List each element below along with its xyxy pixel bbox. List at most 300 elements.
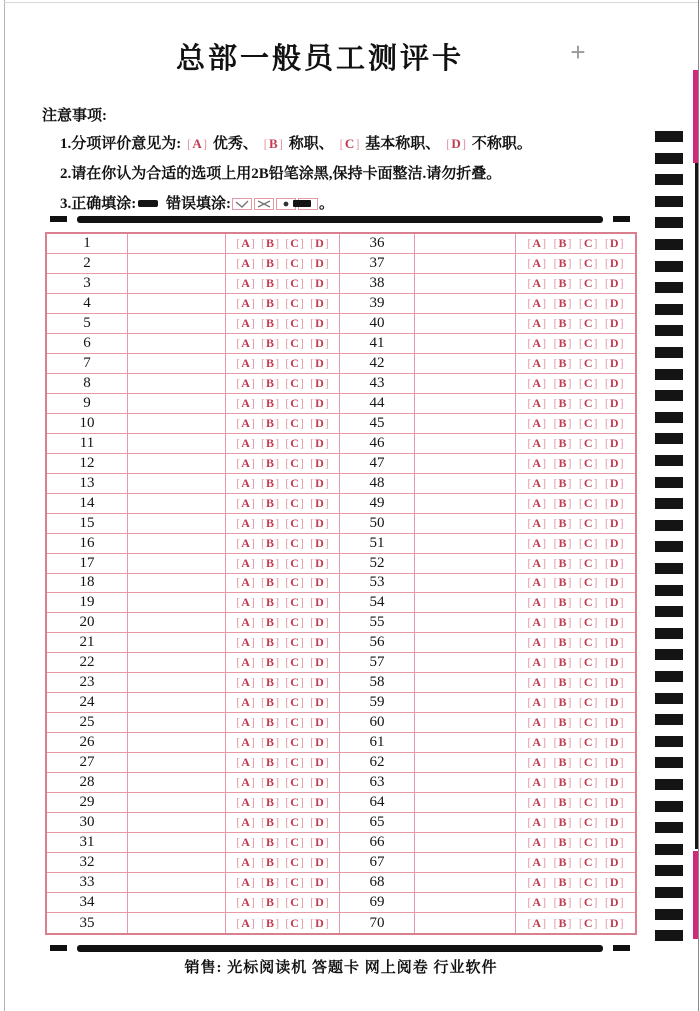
answer-bubble-56-d[interactable]: [ D ] — [605, 635, 624, 650]
answer-bubble-25-c[interactable]: [ C ] — [285, 715, 304, 730]
answer-bubble-41-d[interactable]: [ D ] — [605, 336, 624, 351]
answer-bubble-9-c[interactable]: [ C ] — [285, 396, 304, 411]
answer-bubble-48-a[interactable]: [ A ] — [527, 476, 546, 491]
answer-bubble-25-d[interactable]: [ D ] — [310, 715, 329, 730]
answer-bubble-5-a[interactable]: [ A ] — [236, 316, 255, 331]
answer-bubble-66-c[interactable]: [ C ] — [579, 835, 598, 850]
answer-bubble-56-c[interactable]: [ C ] — [579, 635, 598, 650]
answer-bubble-25-b[interactable]: [ B ] — [261, 715, 279, 730]
answer-bubble-18-a[interactable]: [ A ] — [236, 575, 255, 590]
answer-bubble-40-b[interactable]: [ B ] — [553, 316, 571, 331]
answer-bubble-12-c[interactable]: [ C ] — [285, 456, 304, 471]
answer-bubble-70-a[interactable]: [ A ] — [527, 916, 546, 931]
answer-bubble-18-d[interactable]: [ D ] — [310, 575, 329, 590]
answer-bubble-28-b[interactable]: [ B ] — [261, 775, 279, 790]
answer-bubble-45-d[interactable]: [ D ] — [605, 416, 624, 431]
answer-bubble-50-b[interactable]: [ B ] — [553, 516, 571, 531]
answer-bubble-9-b[interactable]: [ B ] — [261, 396, 279, 411]
answer-bubble-26-b[interactable]: [ B ] — [261, 735, 279, 750]
question-number — [340, 653, 415, 672]
answer-bubble-16-a[interactable]: [ A ] — [236, 536, 255, 551]
answer-bubble-25-a[interactable]: [ A ] — [236, 715, 255, 730]
answer-bubble-30-a[interactable]: [ A ] — [236, 815, 255, 830]
answer-bubble-34-c[interactable]: [ C ] — [285, 895, 304, 910]
question-number — [47, 733, 128, 752]
answer-bubble-26-a[interactable]: [ A ] — [236, 735, 255, 750]
answer-bubble-69-a[interactable]: [ A ] — [527, 895, 546, 910]
answer-bubble-63-d[interactable]: [ D ] — [605, 775, 624, 790]
answer-bubble-69-c[interactable]: [ C ] — [579, 895, 598, 910]
question-number-label: 63 — [369, 774, 385, 791]
answer-bubble-14-a[interactable]: [ A ] — [236, 496, 255, 511]
answer-bubble-8-b[interactable]: [ B ] — [261, 376, 279, 391]
answer-bubble-52-c[interactable]: [ C ] — [579, 556, 598, 571]
answer-bubble-29-a[interactable]: [ A ] — [236, 795, 255, 810]
answer-bubble-36-c[interactable]: [ C ] — [579, 236, 598, 251]
answer-bubble-22-a[interactable]: [ A ] — [236, 655, 255, 670]
answer-bubble-8-c[interactable]: [ C ] — [285, 376, 304, 391]
answer-bubble-4-d[interactable]: [ D ] — [310, 296, 329, 311]
answer-bubble-41-c[interactable]: [ C ] — [579, 336, 598, 351]
answer-bubble-56-b[interactable]: [ B ] — [553, 635, 571, 650]
answer-bubble-55-d[interactable]: [ D ] — [605, 615, 624, 630]
answer-bubble-61-c[interactable]: [ C ] — [579, 735, 598, 750]
answer-bubble-58-c[interactable]: [ C ] — [579, 675, 598, 690]
answer-bubble-20-d[interactable]: [ D ] — [310, 615, 329, 630]
answer-bubble-9-a[interactable]: [ A ] — [236, 396, 255, 411]
answer-bubble-19-b[interactable]: [ B ] — [261, 595, 279, 610]
answer-bubble-51-d[interactable]: [ D ] — [605, 536, 624, 551]
answer-bubble-53-b[interactable]: [ B ] — [553, 575, 571, 590]
answer-bubble-50-a[interactable]: [ A ] — [527, 516, 546, 531]
answer-bubble-38-b[interactable]: [ B ] — [553, 276, 571, 291]
answer-bubble-68-d[interactable]: [ D ] — [605, 875, 624, 890]
answer-bubble-39-d[interactable]: [ D ] — [605, 296, 624, 311]
answer-bubble-9-d[interactable]: [ D ] — [310, 396, 329, 411]
options-group — [516, 575, 635, 590]
answer-bubble-6-d[interactable]: [ D ] — [310, 336, 329, 351]
answer-bubble-43-c[interactable]: [ C ] — [579, 376, 598, 391]
question-number — [47, 234, 128, 253]
answer-bubble-31-d[interactable]: [ D ] — [310, 835, 329, 850]
options-group — [226, 775, 339, 790]
answer-bubble-41-b[interactable]: [ B ] — [553, 336, 571, 351]
answer-bubble-45-a[interactable]: [ A ] — [527, 416, 546, 431]
answer-bubble-3-a[interactable]: [ A ] — [236, 276, 255, 291]
answer-bubble-50-d[interactable]: [ D ] — [605, 516, 624, 531]
answer-bubble-39-b[interactable]: [ B ] — [553, 296, 571, 311]
blank-cell — [128, 234, 226, 253]
answer-bubble-67-b[interactable]: [ B ] — [553, 855, 571, 870]
answer-bubble-62-b[interactable]: [ B ] — [553, 755, 571, 770]
answer-bubble-37-a[interactable]: [ A ] — [527, 256, 546, 271]
answer-bubble-49-b[interactable]: [ B ] — [553, 496, 571, 511]
answer-bubble-46-c[interactable]: [ C ] — [579, 436, 598, 451]
answer-bubble-14-d[interactable]: [ D ] — [310, 496, 329, 511]
options-cell — [226, 554, 340, 573]
answer-bubble-20-c[interactable]: [ C ] — [285, 615, 304, 630]
answer-bubble-13-d[interactable]: [ D ] — [310, 476, 329, 491]
question-number-label: 37 — [369, 254, 385, 271]
answer-bubble-47-c[interactable]: [ C ] — [579, 456, 598, 471]
answer-bubble-17-d[interactable]: [ D ] — [310, 556, 329, 571]
options-cell — [226, 474, 340, 493]
answer-bubble-53-d[interactable]: [ D ] — [605, 575, 624, 590]
answer-bubble-52-b[interactable]: [ B ] — [553, 556, 571, 571]
answer-bubble-21-c[interactable]: [ C ] — [285, 635, 304, 650]
answer-bubble-15-b[interactable]: [ B ] — [261, 516, 279, 531]
options-cell — [226, 574, 340, 593]
answer-bubble-48-c[interactable]: [ C ] — [579, 476, 598, 491]
answer-bubble-35-a[interactable]: [ A ] — [236, 916, 255, 931]
answer-bubble-63-a[interactable]: [ A ] — [527, 775, 546, 790]
options-group — [516, 875, 635, 890]
answer-bubble-3-d[interactable]: [ D ] — [310, 276, 329, 291]
answer-bubble-4-c[interactable]: [ C ] — [285, 296, 304, 311]
answer-bubble-15-a[interactable]: [ A ] — [236, 516, 255, 531]
answer-bubble-26-d[interactable]: [ D ] — [310, 735, 329, 750]
answer-bubble-20-b[interactable]: [ B ] — [261, 615, 279, 630]
answer-bubble-44-d[interactable]: [ D ] — [605, 396, 624, 411]
answer-bubble-51-c[interactable]: [ C ] — [579, 536, 598, 551]
answer-bubble-10-d[interactable]: [ D ] — [310, 416, 329, 431]
answer-bubble-55-b[interactable]: [ B ] — [553, 615, 571, 630]
answer-bubble-14-b[interactable]: [ B ] — [261, 496, 279, 511]
options-cell — [226, 773, 340, 792]
answer-bubble-19-d[interactable]: [ D ] — [310, 595, 329, 610]
answer-bubble-42-a[interactable]: [ A ] — [527, 356, 546, 371]
blank-cell — [128, 753, 226, 772]
answer-bubble-65-b[interactable]: [ B ] — [553, 815, 571, 830]
answer-bubble-4-b[interactable]: [ B ] — [261, 296, 279, 311]
answer-bubble-24-a[interactable]: [ A ] — [236, 695, 255, 710]
answer-bubble-55-c[interactable]: [ C ] — [579, 615, 598, 630]
answer-bubble-65-d[interactable]: [ D ] — [605, 815, 624, 830]
answer-bubble-7-b[interactable]: [ B ] — [261, 356, 279, 371]
answer-bubble-16-d[interactable]: [ D ] — [310, 536, 329, 551]
answer-bubble-52-d[interactable]: [ D ] — [605, 556, 624, 571]
answer-bubble-69-b[interactable]: [ B ] — [553, 895, 571, 910]
answer-bubble-69-d[interactable]: [ D ] — [605, 895, 624, 910]
answer-bubble-68-c[interactable]: [ C ] — [579, 875, 598, 890]
answer-bubble-19-a[interactable]: [ A ] — [236, 595, 255, 610]
answer-bubble-62-c[interactable]: [ C ] — [579, 755, 598, 770]
answer-bubble-64-a[interactable]: [ A ] — [527, 795, 546, 810]
answer-bubble-64-d[interactable]: [ D ] — [605, 795, 624, 810]
answer-bubble-16-c[interactable]: [ C ] — [285, 536, 304, 551]
answer-bubble-33-a[interactable]: [ A ] — [236, 875, 255, 890]
answer-bubble-68-a[interactable]: [ A ] — [527, 875, 546, 890]
table-row — [47, 534, 635, 554]
answer-bubble-30-c[interactable]: [ C ] — [285, 815, 304, 830]
answer-bubble-26-c[interactable]: [ C ] — [285, 735, 304, 750]
answer-bubble-17-b[interactable]: [ B ] — [261, 556, 279, 571]
answer-bubble-8-d[interactable]: [ D ] — [310, 376, 329, 391]
answer-bubble-43-b[interactable]: [ B ] — [553, 376, 571, 391]
answer-bubble-21-d[interactable]: [ D ] — [310, 635, 329, 650]
answer-bubble-47-a[interactable]: [ A ] — [527, 456, 546, 471]
answer-bubble-29-b[interactable]: [ B ] — [261, 795, 279, 810]
answer-bubble-18-b[interactable]: [ B ] — [261, 575, 279, 590]
answer-bubble-12-d[interactable]: [ D ] — [310, 456, 329, 471]
answer-bubble-29-c[interactable]: [ C ] — [285, 795, 304, 810]
answer-bubble-27-c[interactable]: [ C ] — [285, 755, 304, 770]
answer-bubble-5-d[interactable]: [ D ] — [310, 316, 329, 331]
answer-bubble-57-b[interactable]: [ B ] — [553, 655, 571, 670]
answer-bubble-53-a[interactable]: [ A ] — [527, 575, 546, 590]
answer-bubble-32-c[interactable]: [ C ] — [285, 855, 304, 870]
answer-bubble-30-d[interactable]: [ D ] — [310, 815, 329, 830]
answer-bubble-7-d[interactable]: [ D ] — [310, 356, 329, 371]
answer-bubble-2-c[interactable]: [ C ] — [285, 256, 304, 271]
answer-bubble-36-b[interactable]: [ B ] — [553, 236, 571, 251]
answer-bubble-3-b[interactable]: [ B ] — [261, 276, 279, 291]
answer-bubble-23-a[interactable]: [ A ] — [236, 675, 255, 690]
answer-bubble-66-d[interactable]: [ D ] — [605, 835, 624, 850]
answer-bubble-20-a[interactable]: [ A ] — [236, 615, 255, 630]
answer-bubble-38-c[interactable]: [ C ] — [579, 276, 598, 291]
answer-bubble-60-d[interactable]: [ D ] — [605, 715, 624, 730]
answer-bubble-36-d[interactable]: [ D ] — [605, 236, 624, 251]
answer-bubble-31-a[interactable]: [ A ] — [236, 835, 255, 850]
table-row — [47, 474, 635, 494]
answer-bubble-31-c[interactable]: [ C ] — [285, 835, 304, 850]
answer-bubble-32-b[interactable]: [ B ] — [261, 855, 279, 870]
answer-bubble-36-a[interactable]: [ A ] — [527, 236, 546, 251]
answer-bubble-13-a[interactable]: [ A ] — [236, 476, 255, 491]
answer-bubble-46-d[interactable]: [ D ] — [605, 436, 624, 451]
answer-bubble-59-d[interactable]: [ D ] — [605, 695, 624, 710]
answer-bubble-35-d[interactable]: [ D ] — [310, 916, 329, 931]
question-number — [340, 254, 415, 273]
answer-bubble-13-c[interactable]: [ C ] — [285, 476, 304, 491]
answer-bubble-30-b[interactable]: [ B ] — [261, 815, 279, 830]
answer-bubble-54-c[interactable]: [ C ] — [579, 595, 598, 610]
answer-bubble-15-d[interactable]: [ D ] — [310, 516, 329, 531]
answer-bubble-54-d[interactable]: [ D ] — [605, 595, 624, 610]
answer-bubble-10-b[interactable]: [ B ] — [261, 416, 279, 431]
answer-bubble-35-c[interactable]: [ C ] — [285, 916, 304, 931]
answer-bubble-28-a[interactable]: [ A ] — [236, 775, 255, 790]
answer-bubble-42-c[interactable]: [ C ] — [579, 356, 598, 371]
answer-bubble-64-b[interactable]: [ B ] — [553, 795, 571, 810]
answer-bubble-23-c[interactable]: [ C ] — [285, 675, 304, 690]
answer-bubble-58-a[interactable]: [ A ] — [527, 675, 546, 690]
answer-bubble-41-a[interactable]: [ A ] — [527, 336, 546, 351]
answer-bubble-11-c[interactable]: [ C ] — [285, 436, 304, 451]
answer-bubble-13-b[interactable]: [ B ] — [261, 476, 279, 491]
answer-bubble-3-c[interactable]: [ C ] — [285, 276, 304, 291]
answer-bubble-57-c[interactable]: [ C ] — [579, 655, 598, 670]
answer-bubble-63-c[interactable]: [ C ] — [579, 775, 598, 790]
answer-bubble-51-a[interactable]: [ A ] — [527, 536, 546, 551]
answer-bubble-39-a[interactable]: [ A ] — [527, 296, 546, 311]
answer-bubble-17-a[interactable]: [ A ] — [236, 556, 255, 571]
answer-bubble-21-a[interactable]: [ A ] — [236, 635, 255, 650]
answer-bubble-8-a[interactable]: [ A ] — [236, 376, 255, 391]
answer-bubble-24-c[interactable]: [ C ] — [285, 695, 304, 710]
answer-bubble-2-d[interactable]: [ D ] — [310, 256, 329, 271]
answer-bubble-32-d[interactable]: [ D ] — [310, 855, 329, 870]
answer-bubble-62-a[interactable]: [ A ] — [527, 755, 546, 770]
answer-bubble-6-a[interactable]: [ A ] — [236, 336, 255, 351]
answer-bubble-23-d[interactable]: [ D ] — [310, 675, 329, 690]
answer-bubble-58-b[interactable]: [ B ] — [553, 675, 571, 690]
answer-bubble-24-d[interactable]: [ D ] — [310, 695, 329, 710]
answer-bubble-56-a[interactable]: [ A ] — [527, 635, 546, 650]
answer-bubble-59-a[interactable]: [ A ] — [527, 695, 546, 710]
answer-bubble-59-b[interactable]: [ B ] — [553, 695, 571, 710]
answer-bubble-33-d[interactable]: [ D ] — [310, 875, 329, 890]
answer-bubble-22-c[interactable]: [ C ] — [285, 655, 304, 670]
answer-bubble-67-c[interactable]: [ C ] — [579, 855, 598, 870]
answer-bubble-10-c[interactable]: [ C ] — [285, 416, 304, 431]
note-item-3 — [60, 192, 642, 213]
answer-bubble-24-b[interactable]: [ B ] — [261, 695, 279, 710]
answer-bubble-46-a[interactable]: [ A ] — [527, 436, 546, 451]
answer-bubble-18-c[interactable]: [ C ] — [285, 575, 304, 590]
answer-bubble-43-d[interactable]: [ D ] — [605, 376, 624, 391]
answer-bubble-66-b[interactable]: [ B ] — [553, 835, 571, 850]
answer-bubble-57-d[interactable]: [ D ] — [605, 655, 624, 670]
answer-bubble-12-a[interactable]: [ A ] — [236, 456, 255, 471]
answer-bubble-34-b[interactable]: [ B ] — [261, 895, 279, 910]
answer-bubble-37-d[interactable]: [ D ] — [605, 256, 624, 271]
answer-bubble-65-c[interactable]: [ C ] — [579, 815, 598, 830]
answer-bubble-40-d[interactable]: [ D ] — [605, 316, 624, 331]
answer-bubble-63-b[interactable]: [ B ] — [553, 775, 571, 790]
table-row — [47, 753, 635, 773]
answer-bubble-28-d[interactable]: [ D ] — [310, 775, 329, 790]
answer-bubble-40-a[interactable]: [ A ] — [527, 316, 546, 331]
answer-bubble-45-b[interactable]: [ B ] — [553, 416, 571, 431]
answer-bubble-65-a[interactable]: [ A ] — [527, 815, 546, 830]
answer-bubble-44-b[interactable]: [ B ] — [553, 396, 571, 411]
answer-bubble-54-b[interactable]: [ B ] — [553, 595, 571, 610]
answer-bubble-52-a[interactable]: [ A ] — [527, 556, 546, 571]
answer-bubble-1-a[interactable]: [ A ] — [236, 236, 255, 251]
answer-bubble-31-b[interactable]: [ B ] — [261, 835, 279, 850]
answer-bubble-61-d[interactable]: [ D ] — [605, 735, 624, 750]
answer-bubble-15-c[interactable]: [ C ] — [285, 516, 304, 531]
answer-bubble-6-b[interactable]: [ B ] — [261, 336, 279, 351]
answer-bubble-32-a[interactable]: [ A ] — [236, 855, 255, 870]
answer-bubble-23-b[interactable]: [ B ] — [261, 675, 279, 690]
answer-bubble-47-d[interactable]: [ D ] — [605, 456, 624, 471]
answer-bubble-14-c[interactable]: [ C ] — [285, 496, 304, 511]
answer-bubble-19-c[interactable]: [ C ] — [285, 595, 304, 610]
answer-bubble-62-d[interactable]: [ D ] — [605, 755, 624, 770]
answer-bubble-27-a[interactable]: [ A ] — [236, 755, 255, 770]
answer-bubble-44-c[interactable]: [ C ] — [579, 396, 598, 411]
answer-bubble-60-a[interactable]: [ A ] — [527, 715, 546, 730]
answer-bubble-5-c[interactable]: [ C ] — [285, 316, 304, 331]
answer-bubble-38-d[interactable]: [ D ] — [605, 276, 624, 291]
answer-bubble-16-b[interactable]: [ B ] — [261, 536, 279, 551]
answer-bubble-66-a[interactable]: [ A ] — [527, 835, 546, 850]
answer-bubble-68-b[interactable]: [ B ] — [553, 875, 571, 890]
answer-bubble-2-b[interactable]: [ B ] — [261, 256, 279, 271]
answer-bubble-61-a[interactable]: [ A ] — [527, 735, 546, 750]
answer-bubble-49-c[interactable]: [ C ] — [579, 496, 598, 511]
answer-bubble-59-c[interactable]: [ C ] — [579, 695, 598, 710]
answer-bubble-37-b[interactable]: [ B ] — [553, 256, 571, 271]
answer-bubble-5-b[interactable]: [ B ] — [261, 316, 279, 331]
answer-bubble-45-c[interactable]: [ C ] — [579, 416, 598, 431]
answer-bubble-43-a[interactable]: [ A ] — [527, 376, 546, 391]
answer-bubble-64-c[interactable]: [ C ] — [579, 795, 598, 810]
answer-bubble-46-b[interactable]: [ B ] — [553, 436, 571, 451]
answer-bubble-28-c[interactable]: [ C ] — [285, 775, 304, 790]
answer-bubble-33-c[interactable]: [ C ] — [285, 875, 304, 890]
answer-bubble-10-a[interactable]: [ A ] — [236, 416, 255, 431]
answer-bubble-50-c[interactable]: [ C ] — [579, 516, 598, 531]
answer-bubble-48-d[interactable]: [ D ] — [605, 476, 624, 491]
answer-bubble-61-b[interactable]: [ B ] — [553, 735, 571, 750]
blank-cell — [128, 873, 226, 892]
answer-bubble-22-b[interactable]: [ B ] — [261, 655, 279, 670]
answer-bubble-58-d[interactable]: [ D ] — [605, 675, 624, 690]
answer-bubble-38-a[interactable]: [ A ] — [527, 276, 546, 291]
answer-bubble-40-c[interactable]: [ C ] — [579, 316, 598, 331]
answer-bubble-6-c[interactable]: [ C ] — [285, 336, 304, 351]
answer-bubble-12-b[interactable]: [ B ] — [261, 456, 279, 471]
answer-bubble-55-a[interactable]: [ A ] — [527, 615, 546, 630]
answer-bubble-33-b[interactable]: [ B ] — [261, 875, 279, 890]
answer-bubble-1-b[interactable]: [ B ] — [261, 236, 279, 251]
answer-bubble-49-a[interactable]: [ A ] — [527, 496, 546, 511]
answer-bubble-60-b[interactable]: [ B ] — [553, 715, 571, 730]
answer-bubble-54-a[interactable]: [ A ] — [527, 595, 546, 610]
answer-bubble-34-a[interactable]: [ A ] — [236, 895, 255, 910]
answer-bubble-70-c[interactable]: [ C ] — [579, 916, 598, 931]
answer-bubble-27-d[interactable]: [ D ] — [310, 755, 329, 770]
answer-bubble-21-b[interactable]: [ B ] — [261, 635, 279, 650]
answer-bubble-49-d[interactable]: [ D ] — [605, 496, 624, 511]
answer-bubble-17-c[interactable]: [ C ] — [285, 556, 304, 571]
answer-bubble-22-d[interactable]: [ D ] — [310, 655, 329, 670]
answer-bubble-57-a[interactable]: [ A ] — [527, 655, 546, 670]
answer-bubble-42-d[interactable]: [ D ] — [605, 356, 624, 371]
answer-bubble-34-d[interactable]: [ D ] — [310, 895, 329, 910]
answer-bubble-53-c[interactable]: [ C ] — [579, 575, 598, 590]
answer-bubble-60-c[interactable]: [ C ] — [579, 715, 598, 730]
answer-bubble-11-b[interactable]: [ B ] — [261, 436, 279, 451]
answer-bubble-70-d[interactable]: [ D ] — [605, 916, 624, 931]
answer-bubble-11-d[interactable]: [ D ] — [310, 436, 329, 451]
answer-bubble-37-c[interactable]: [ C ] — [579, 256, 598, 271]
answer-bubble-42-b[interactable]: [ B ] — [553, 356, 571, 371]
answer-bubble-35-b[interactable]: [ B ] — [261, 916, 279, 931]
answer-bubble-48-b[interactable]: [ B ] — [553, 476, 571, 491]
answer-bubble-7-a[interactable]: [ A ] — [236, 356, 255, 371]
answer-bubble-27-b[interactable]: [ B ] — [261, 755, 279, 770]
answer-bubble-70-b[interactable]: [ B ] — [553, 916, 571, 931]
answer-bubble-7-c[interactable]: [ C ] — [285, 356, 304, 371]
answer-bubble-11-a[interactable]: [ A ] — [236, 436, 255, 451]
answer-bubble-67-a[interactable]: [ A ] — [527, 855, 546, 870]
answer-bubble-1-d[interactable]: [ D ] — [310, 236, 329, 251]
answer-bubble-51-b[interactable]: [ B ] — [553, 536, 571, 551]
answer-bubble-47-b[interactable]: [ B ] — [553, 456, 571, 471]
answer-bubble-1-c[interactable]: [ C ] — [285, 236, 304, 251]
answer-bubble-44-a[interactable]: [ A ] — [527, 396, 546, 411]
answer-bubble-4-a[interactable]: [ A ] — [236, 296, 255, 311]
answer-bubble-67-d[interactable]: [ D ] — [605, 855, 624, 870]
answer-bubble-39-c[interactable]: [ C ] — [579, 296, 598, 311]
answer-bubble-29-d[interactable]: [ D ] — [310, 795, 329, 810]
answer-bubble-2-a[interactable]: [ A ] — [236, 256, 255, 271]
